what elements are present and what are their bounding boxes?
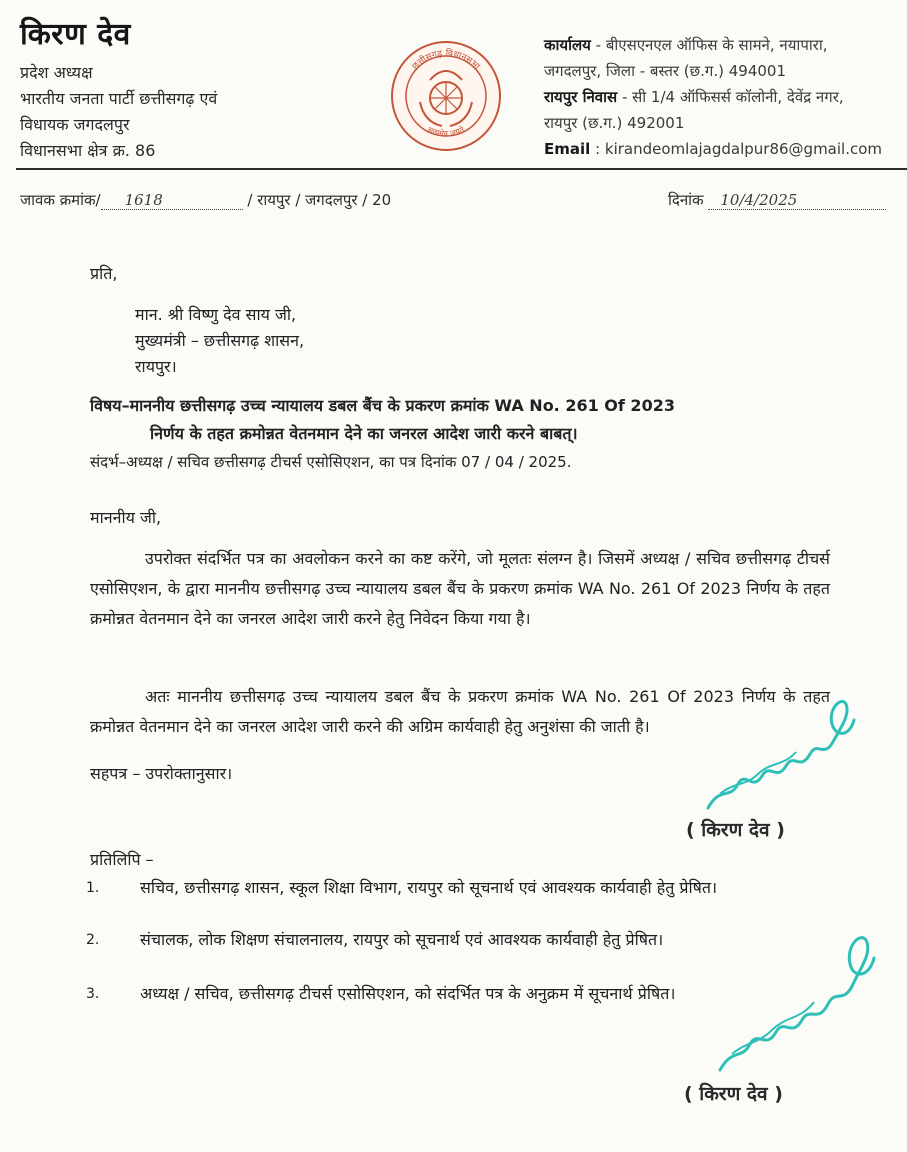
copy-to-heading: प्रतिलिपि – [90, 850, 154, 869]
signatory-name: ( किरण देव ) [686, 819, 785, 841]
date-value: 10/4/2025 [708, 191, 886, 210]
office-label: कार्यालय [544, 36, 591, 54]
cc-number: 3. [86, 986, 100, 1002]
subject-line: विषय–माननीय छत्तीसगढ़ उच्च न्यायालय डबल बैंच के प्रकरण क्रमांक WA No. 261 Of 2023 [90, 396, 675, 415]
sender-designation [20, 60, 217, 164]
cc-item [86, 876, 826, 900]
body-paragraph-1 [90, 544, 830, 634]
sender-name: किरण देव [20, 17, 131, 52]
designation-line: भारतीय जनता पार्टी छत्तीसगढ़ एवं [20, 89, 218, 108]
enclosure-note: सहपत्र – उपरोक्तानुसार। [90, 764, 233, 783]
salutation: माननीय जी, [90, 508, 162, 527]
cc-item [86, 982, 826, 1006]
dispatch-number-value: 1618 [101, 191, 243, 210]
date-label: दिनांक [668, 191, 704, 209]
dispatch-label: जावक क्रमांक/ [20, 191, 101, 209]
header-divider [16, 168, 907, 170]
email-address: : kirandeomlajagdalpur86@gmail.com [590, 140, 883, 158]
assembly-emblem [390, 40, 502, 152]
cc-item [86, 928, 826, 952]
cc-text: अध्यक्ष / सचिव, छत्तीसगढ़ टीचर्स एसोसिएशन, को संदर्भित पत्र के अनुक्रम में सूचनार्थ प्रेषित। [140, 984, 676, 1003]
to-label: प्रति, [90, 264, 118, 283]
recipient-line: रायपुर। [135, 357, 177, 376]
letter-date [668, 190, 886, 210]
subject [90, 392, 840, 448]
cc-number: 1. [86, 880, 100, 896]
reference-line: संदर्भ–अध्यक्ष / सचिव छत्तीसगढ़ टीचर्स एसोसिएशन, का पत्र दिनांक 07 / 04 / 2025. [90, 453, 572, 471]
body-paragraph-2 [90, 682, 830, 742]
email-label: Email [544, 140, 591, 158]
cc-text: संचालक, लोक शिक्षण संचालनालय, रायपुर को सूचनार्थ एवं आवश्यक कार्यवाही हेतु प्रेषित। [140, 930, 664, 949]
emblem-top-text: छत्तीसगढ़ विधानसभा [410, 48, 482, 73]
designation-line: विधानसभा क्षेत्र क्र. 86 [20, 141, 156, 160]
recipient-address [135, 302, 304, 380]
recipient-line: मुख्यमंत्री – छत्तीसगढ़ शासन, [135, 331, 305, 350]
paragraph-text: उपरोक्त संदर्भित पत्र का अवलोकन करने का कष्ट करेंगे, जो मूलतः संलग्न है। जिसमें अध्यक्ष / सचिव छत्तीसगढ़ टीचर्स एसोसिएशन, के द्वारा माननीय छत्तीसगढ़ उच्च न्यायालय डबल बैंच के प्रकरण क्रमांक WA No. 261 Of 2023 निर्णय के तहत क्रमोन्नत वेतनमान देने का जनरल आदेश जारी करने हेतु निवेदन किया गया है। [90, 549, 830, 628]
paragraph-text: अतः माननीय छत्तीसगढ़ उच्च न्यायालय डबल बैंच के प्रकरण क्रमांक WA No. 261 Of 2023 निर्णय के तहत क्रमोन्नत वेतनमान देने का जनरल आदेश जारी करने की अग्रिम कार्यवाही हेतु अनुशंसा की जाती है। [90, 687, 830, 736]
residence-address-line2: रायपुर (छ.ग.) 492001 [544, 114, 685, 132]
office-address-line2: जगदलपुर, जिला - बस्तर (छ.ग.) 494001 [544, 62, 787, 80]
signatory-name: ( किरण देव ) [684, 1083, 783, 1105]
sender-address-block [544, 32, 882, 162]
recipient-line: मान. श्री विष्णु देव साय जी, [135, 305, 297, 324]
dispatch-suffix: / रायपुर / जगदलपुर / 20 [247, 191, 392, 209]
office-address: - बीएसएनएल ऑफिस के सामने, नयापारा, [590, 36, 828, 54]
cc-text: सचिव, छत्तीसगढ़ शासन, स्कूल शिक्षा विभाग, रायपुर को सूचनार्थ एवं आवश्यक कार्यवाही हेतु प्रेषित। [140, 878, 718, 897]
designation-line: प्रदेश अध्यक्ष [20, 63, 93, 82]
designation-line: विधायक जगदलपुर [20, 115, 130, 134]
dispatch-number [20, 190, 391, 210]
subject-line: निर्णय के तहत क्रमोन्नत वेतनमान देने का जनरल आदेश जारी करने बाबत्। [150, 424, 578, 443]
residence-label: रायपुर निवास [544, 88, 618, 106]
residence-address: - सी 1/4 ऑफिसर्स कॉलोनी, देवेंद्र नगर, [617, 88, 844, 106]
emblem-motto: सत्यमेव जयते [426, 125, 466, 139]
cc-number: 2. [86, 932, 100, 948]
